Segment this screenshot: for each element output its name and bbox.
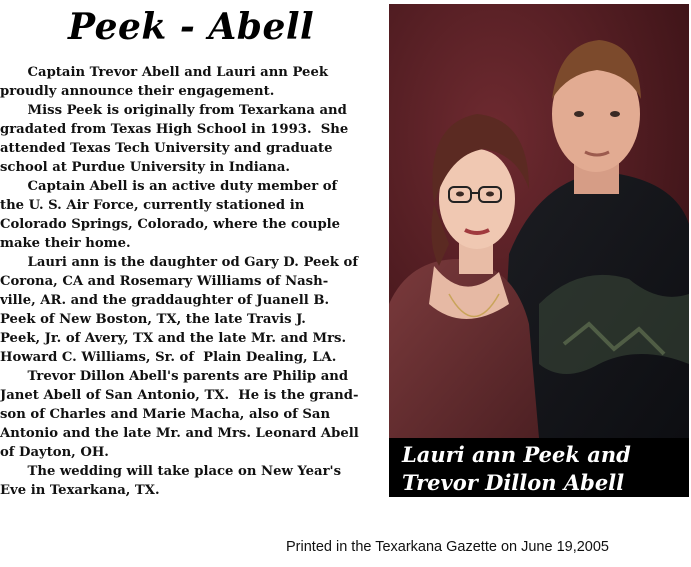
article-line: of Dayton, OH. [0, 445, 109, 460]
couple-photo-illustration [389, 4, 689, 438]
article-line: Colorado Springs, Colorado, where the couple [0, 217, 341, 232]
article-line: Janet Abell of San Antonio, TX. He is the grand- [0, 388, 359, 403]
article-line: attended Texas Tech University and graduate [0, 141, 333, 156]
article-line: gradated from Texas High School in 1993. She [0, 122, 349, 137]
article-line: ville, AR. and the graddaughter of Juanell B. [0, 293, 330, 308]
article-line: Captain Trevor Abell and Lauri ann Peek [0, 65, 328, 80]
article-line: make their home. [0, 236, 131, 251]
engagement-photo [389, 4, 689, 438]
article-line: Miss Peek is originally from Texarkana and [0, 103, 347, 118]
article-line: Peek, Jr. of Avery, TX and the late Mr. and Mrs. [0, 331, 347, 346]
article-line: Eve in Texarkana, TX. [0, 483, 160, 498]
article-line: Trevor Dillon Abell's parents are Philip and [0, 369, 349, 384]
article-line: the U. S. Air Force, currently stationed in [0, 198, 305, 213]
article-line: The wedding will take place on New Year's [0, 464, 342, 479]
article-line: Antonio and the late Mr. and Mrs. Leonard Abell [0, 426, 359, 441]
article-line: Lauri ann is the daughter od Gary D. Peek of [0, 255, 358, 270]
caption-line-1: Lauri ann Peek and [402, 442, 631, 467]
article-body [0, 63, 388, 500]
article-line: Peek of New Boston, TX, the late Travis J. [0, 312, 306, 327]
article-line: school at Purdue University in Indiana. [0, 160, 291, 175]
article-line: Corona, CA and Rosemary Williams of Nash- [0, 274, 329, 289]
article-line: Howard C. Williams, Sr. of Plain Dealing, LA. [0, 350, 337, 365]
caption-line-2: Trevor Dillon Abell [402, 470, 625, 495]
photo-caption [389, 438, 689, 497]
publication-footer: Printed in the Texarkana Gazette on June 19,2005 [286, 539, 609, 555]
article-line: Captain Abell is an active duty member of [0, 179, 338, 194]
page-title: Peek - Abell [68, 6, 315, 48]
article-line: proudly announce their engagement. [0, 84, 275, 99]
article-line: son of Charles and Marie Macha, also of San [0, 407, 331, 422]
